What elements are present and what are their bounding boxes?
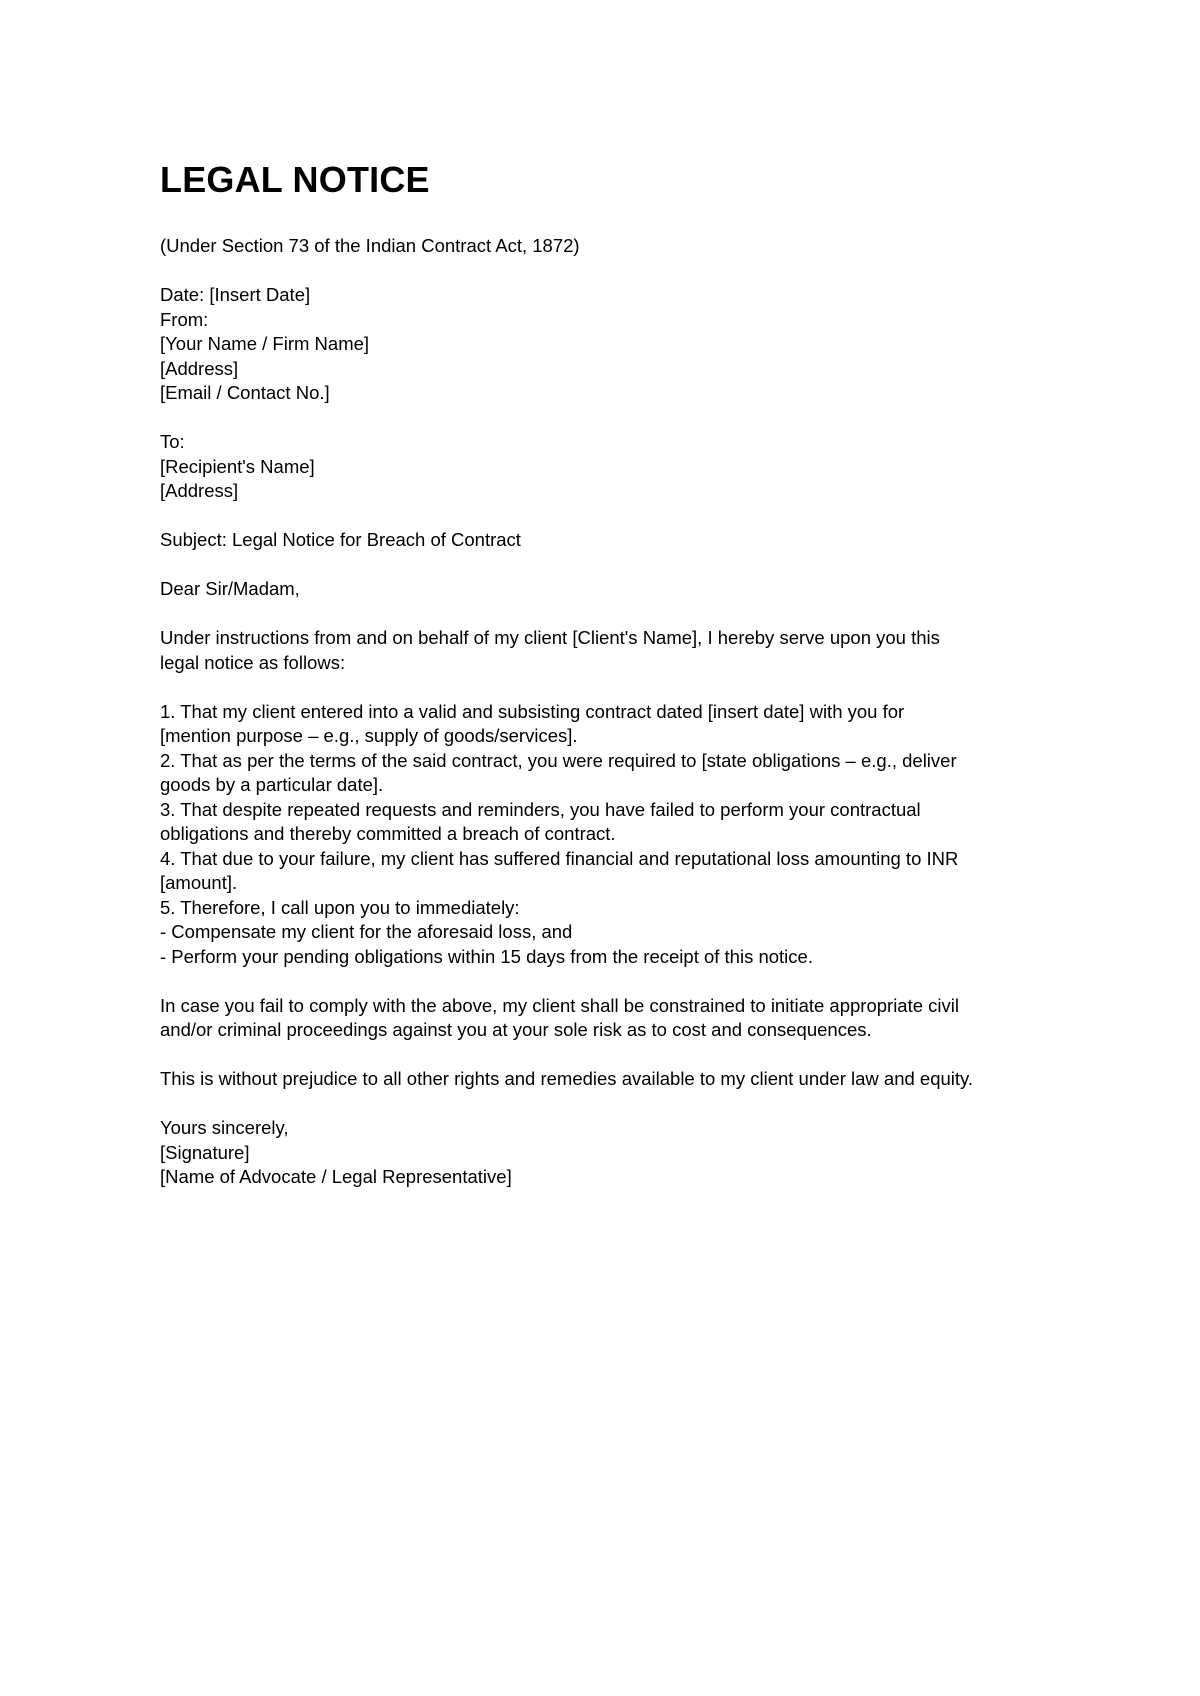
spacer [160, 553, 1080, 578]
point-line: 2. That as per the terms of the said contract, you were required to [state obligations – e.g., deliver [160, 749, 957, 771]
spacer [160, 504, 1080, 529]
spacer [160, 406, 1080, 431]
recipient-block [160, 430, 1080, 504]
spacer [160, 259, 1080, 284]
point-line: - Compensate my client for the aforesaid loss, and [160, 921, 573, 942]
from-contact: [Email / Contact No.] [160, 382, 330, 403]
from-address: [Address] [160, 357, 239, 379]
point-line: [amount]. [160, 872, 238, 893]
signature-block [160, 1116, 1080, 1190]
point-line: [mention purpose – e.g., supply of goods/services]. [160, 725, 578, 746]
intro-paragraph [160, 626, 1080, 675]
point-line: 4. That due to your failure, my client has suffered financial and reputational loss amounting to INR [160, 847, 959, 869]
paragraph-line: and/or criminal proceedings against you at your sole risk as to cost and consequences. [160, 1019, 872, 1040]
signatory-name: [Name of Advocate / Legal Representative] [160, 1166, 512, 1187]
paragraph-line: In case you fail to comply with the above, my client shall be constrained to initiate appropriate civil [160, 994, 959, 1016]
paragraph-line: legal notice as follows: [160, 651, 346, 673]
point-line: 1. That my client entered into a valid and subsisting contract dated [insert date] with you for [160, 700, 905, 722]
paragraph-line: Under instructions from and on behalf of my client [Client's Name], I hereby serve upon you this [160, 627, 940, 648]
spacer [160, 1092, 1080, 1117]
spacer [160, 675, 1080, 700]
sender-block [160, 283, 1080, 406]
point-line: 3. That despite repeated requests and reminders, you have failed to perform your contractual [160, 798, 921, 820]
closing: Yours sincerely, [160, 1117, 289, 1138]
numbered-points [160, 700, 1080, 970]
document-title: LEGAL NOTICE [160, 159, 430, 200]
to-address: [Address] [160, 480, 239, 501]
subject-line: Subject: Legal Notice for Breach of Contract [160, 529, 521, 550]
consequence-paragraph [160, 994, 1080, 1043]
point-line: obligations and thereby committed a breach of contract. [160, 823, 616, 844]
from-name: [Your Name / Firm Name] [160, 333, 370, 354]
signature-placeholder: [Signature] [160, 1141, 250, 1163]
spacer [160, 1043, 1080, 1068]
from-label: From: [160, 308, 209, 330]
to-label: To: [160, 431, 185, 452]
spacer [160, 602, 1080, 627]
salutation: Dear Sir/Madam, [160, 578, 300, 599]
document-subtitle: (Under Section 73 of the Indian Contract Act, 1872) [160, 235, 580, 256]
legal-notice-document [160, 158, 1080, 1190]
date-line: Date: [Insert Date] [160, 284, 311, 305]
point-line: 5. Therefore, I call upon you to immediately: [160, 896, 520, 918]
point-line: goods by a particular date]. [160, 774, 384, 795]
point-line: - Perform your pending obligations within 15 days from the receipt of this notice. [160, 945, 813, 967]
without-prejudice-line: This is without prejudice to all other rights and remedies available to my client under law and equity. [160, 1068, 974, 1089]
spacer [160, 969, 1080, 994]
to-name: [Recipient's Name] [160, 455, 315, 477]
